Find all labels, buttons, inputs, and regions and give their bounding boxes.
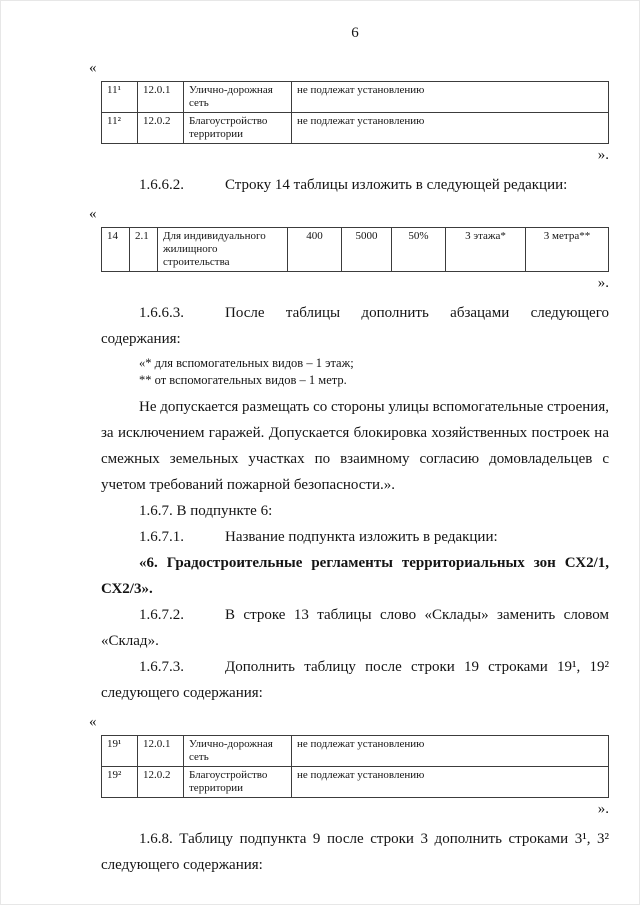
table-row [102,766,609,797]
clause-number: 1.6.7.1. [139,528,184,545]
paragraph-1-6-7: 1.6.7. В подпункте 6: [139,502,273,519]
open-quote-mark-table-b: « [89,205,97,222]
cell-name: Благоустройство территории [184,766,292,797]
cell-row-id: 11² [102,112,138,143]
table-row [102,227,609,271]
open-quote-mark-table-c: « [89,713,97,730]
table-row [102,735,609,766]
cell-name: Улично-дорожная сеть [184,82,292,113]
cell-row-id: 19² [102,766,138,797]
clause-number: 1.6.6.3. [139,304,184,321]
cell-value-5000: 5000 [342,227,392,271]
cell-code: 2.1 [130,227,158,271]
paragraph-1-6-6-2 [101,172,609,198]
cell-name: Для индивидуального жилищного строительства [158,227,288,271]
table-row [102,82,609,113]
footnote-line-1: «* для вспомогательных видов – 1 этаж; [139,355,354,370]
page-content [1,1,639,878]
cell-value: не подлежат установлению [292,82,609,113]
cell-code: 12.0.2 [138,112,184,143]
cell-value-percent: 50% [392,227,446,271]
paragraph-1-6-7-2 [101,602,609,654]
cell-name: Улично-дорожная сеть [184,735,292,766]
cell-code: 12.0.1 [138,82,184,113]
clause-text: Строку 14 таблицы изложить в следующей редакции: [225,176,568,193]
cell-value: не подлежат установлению [292,766,609,797]
cell-row-id: 11¹ [102,82,138,113]
table-amendment-rows-11 [101,81,609,144]
paragraph-body-text: Не допускается размещать со стороны улицы вспомогательные строения, за исключением гаражей. Допускается блокировка хозяйственных построек на смежных земельных участках по взаимному согласию домовладельцев с учетом требований пожарной безопасности.». [101,398,609,493]
clause-number: 1.6.6.2. [139,176,184,193]
paragraph-bold-heading: «6. Градостроительные регламенты территориальных зон СХ2/1, СХ2/3». [101,554,609,597]
close-quote-mark-table-b: ». [597,274,609,291]
clause-text: Дополнить таблицу после строки 19 строками 19¹, 19² следующего содержания: [101,658,609,701]
clause-text: После таблицы дополнить абзацами следующего содержания: [101,304,609,347]
clause-text: В строке 13 таблицы слово «Склады» заменить словом «Склад». [101,606,609,649]
footnotes-block [139,355,609,389]
table-amendment-rows-19 [101,735,609,798]
cell-value: не подлежат установлению [292,735,609,766]
page-number: 6 [351,25,359,41]
cell-value-meters: 3 метра** [526,227,609,271]
cell-row-id: 19¹ [102,735,138,766]
cell-code: 12.0.2 [138,766,184,797]
table-row [102,112,609,143]
clause-text: Название подпункта изложить в редакции: [225,528,498,545]
clause-number: 1.6.7.3. [139,658,184,675]
clause-number: 1.6.7.2. [139,606,184,623]
cell-name: Благоустройство территории [184,112,292,143]
cell-value-400: 400 [288,227,342,271]
paragraph-1-6-6-3 [101,300,609,352]
paragraph-1-6-7-3 [101,654,609,706]
open-quote-mark-table-a: « [89,60,97,76]
cell-value: не подлежат установлению [292,112,609,143]
paragraph-1-6-7-1 [101,524,609,550]
paragraph-1-6-8: 1.6.8. Таблицу подпункта 9 после строки 3 дополнить строками 3¹, 3² следующего содержания: [101,830,609,873]
cell-row-id: 14 [102,227,130,271]
close-quote-mark-table-a: ». [597,146,609,163]
cell-value-floors: 3 этажа* [446,227,526,271]
cell-code: 12.0.1 [138,735,184,766]
close-quote-mark-table-c: ». [597,800,609,817]
table-row-14 [101,227,609,272]
footnote-line-2: ** от вспомогательных видов – 1 метр. [139,372,347,387]
